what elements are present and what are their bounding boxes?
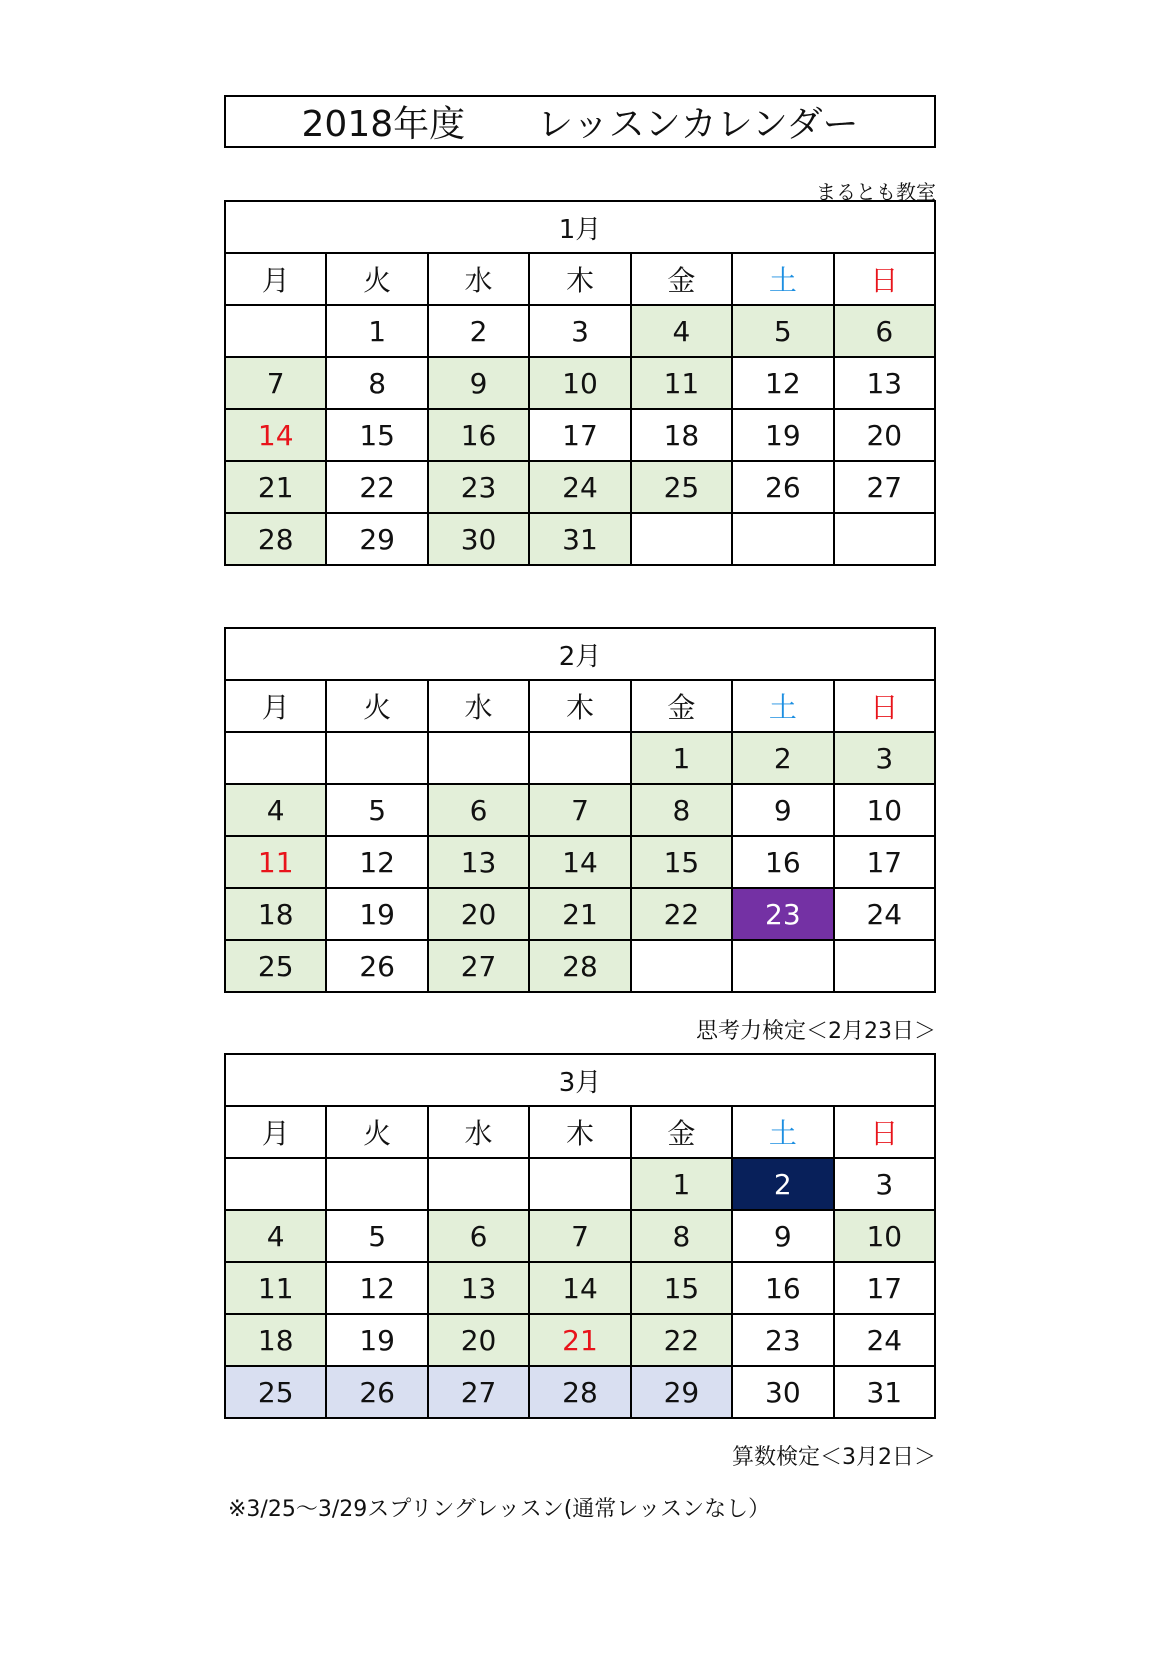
weekday-header: 木 [529, 1106, 630, 1158]
week-row [225, 940, 935, 992]
weekday-header: 木 [529, 680, 630, 732]
day-cell: 20 [428, 1314, 529, 1366]
day-cell: 15 [631, 836, 732, 888]
weekday-header: 火 [326, 253, 427, 305]
weekday-header: 水 [428, 1106, 529, 1158]
month-label: 2月 [225, 628, 935, 680]
calendar-title: レッスンカレンダー [537, 104, 859, 145]
weekday-header: 土 [732, 680, 833, 732]
day-cell: 13 [428, 1262, 529, 1314]
day-cell: 28 [529, 940, 630, 992]
year-label: 2018年度 [301, 104, 466, 145]
weekday-header: 日 [834, 1106, 935, 1158]
day-cell: 28 [529, 1366, 630, 1418]
day-cell: 9 [428, 357, 529, 409]
day-cell: 12 [326, 836, 427, 888]
calendar-february [224, 627, 936, 993]
day-cell: 29 [326, 513, 427, 565]
day-cell: 2 [428, 305, 529, 357]
day-cell: 5 [732, 305, 833, 357]
day-cell [225, 1158, 326, 1210]
day-cell [428, 732, 529, 784]
week-row [225, 888, 935, 940]
day-cell: 1 [326, 305, 427, 357]
weekday-header: 金 [631, 680, 732, 732]
calendar-march [224, 1053, 936, 1419]
day-cell: 27 [834, 461, 935, 513]
day-cell: 12 [732, 357, 833, 409]
day-cell: 30 [732, 1366, 833, 1418]
day-cell: 23 [428, 461, 529, 513]
weekday-header: 火 [326, 1106, 427, 1158]
day-cell [834, 513, 935, 565]
day-cell: 28 [225, 513, 326, 565]
week-row [225, 784, 935, 836]
day-cell: 16 [732, 836, 833, 888]
week-row [225, 1262, 935, 1314]
day-cell: 15 [631, 1262, 732, 1314]
day-cell: 17 [834, 1262, 935, 1314]
weekday-header: 木 [529, 253, 630, 305]
day-cell: 25 [631, 461, 732, 513]
weekday-header: 日 [834, 680, 935, 732]
day-cell: 25 [225, 940, 326, 992]
day-cell: 29 [631, 1366, 732, 1418]
day-cell: 1 [631, 1158, 732, 1210]
day-cell: 18 [225, 1314, 326, 1366]
day-cell: 24 [529, 461, 630, 513]
day-cell: 12 [326, 1262, 427, 1314]
february-note: 思考力検定＜2月23日＞ [696, 1019, 936, 1044]
day-cell [428, 1158, 529, 1210]
day-cell: 27 [428, 1366, 529, 1418]
weekday-header: 日 [834, 253, 935, 305]
day-cell: 31 [834, 1366, 935, 1418]
day-cell: 8 [326, 357, 427, 409]
day-cell: 9 [732, 1210, 833, 1262]
month-label: 3月 [225, 1054, 935, 1106]
day-cell: 11 [225, 836, 326, 888]
school-name: まるとも教室 [816, 180, 936, 204]
day-cell: 3 [834, 1158, 935, 1210]
week-row [225, 836, 935, 888]
day-cell [326, 1158, 427, 1210]
week-row [225, 305, 935, 357]
week-row [225, 1366, 935, 1418]
weekday-header: 土 [732, 1106, 833, 1158]
week-row [225, 461, 935, 513]
day-cell: 25 [225, 1366, 326, 1418]
day-cell [631, 940, 732, 992]
day-cell: 11 [631, 357, 732, 409]
day-cell: 21 [529, 888, 630, 940]
day-cell: 26 [326, 1366, 427, 1418]
weekday-header: 金 [631, 1106, 732, 1158]
weekday-header: 金 [631, 253, 732, 305]
weekday-header: 月 [225, 680, 326, 732]
day-cell: 16 [428, 409, 529, 461]
day-cell: 3 [529, 305, 630, 357]
day-cell: 19 [732, 409, 833, 461]
day-cell: 22 [326, 461, 427, 513]
day-cell: 7 [529, 784, 630, 836]
day-cell: 7 [529, 1210, 630, 1262]
day-cell: 13 [428, 836, 529, 888]
day-cell [326, 732, 427, 784]
weekday-header: 月 [225, 1106, 326, 1158]
week-row [225, 1314, 935, 1366]
day-cell [631, 513, 732, 565]
weekday-header: 月 [225, 253, 326, 305]
calendar-january [224, 200, 936, 566]
week-row [225, 357, 935, 409]
weekday-header: 火 [326, 680, 427, 732]
day-cell: 10 [834, 784, 935, 836]
day-cell: 21 [529, 1314, 630, 1366]
day-cell: 17 [834, 836, 935, 888]
day-cell: 9 [732, 784, 833, 836]
day-cell [225, 732, 326, 784]
day-cell: 10 [529, 357, 630, 409]
week-row [225, 513, 935, 565]
day-cell: 15 [326, 409, 427, 461]
day-cell: 21 [225, 461, 326, 513]
week-row [225, 1210, 935, 1262]
day-cell: 17 [529, 409, 630, 461]
day-cell: 7 [225, 357, 326, 409]
day-cell: 24 [834, 888, 935, 940]
day-cell: 8 [631, 1210, 732, 1262]
day-cell: 27 [428, 940, 529, 992]
day-cell: 22 [631, 1314, 732, 1366]
day-cell: 14 [225, 409, 326, 461]
day-cell: 11 [225, 1262, 326, 1314]
page-title [224, 95, 936, 148]
week-row [225, 1158, 935, 1210]
day-cell: 14 [529, 1262, 630, 1314]
day-cell: 24 [834, 1314, 935, 1366]
footer-note: ※3/25～3/29スプリングレッスン(通常レッスンなし） [228, 1497, 771, 1522]
day-cell: 30 [428, 513, 529, 565]
day-cell: 6 [428, 1210, 529, 1262]
day-cell [529, 1158, 630, 1210]
day-cell: 18 [225, 888, 326, 940]
day-cell: 4 [631, 305, 732, 357]
day-cell: 18 [631, 409, 732, 461]
day-cell: 23 [732, 888, 833, 940]
month-label: 1月 [225, 201, 935, 253]
day-cell: 16 [732, 1262, 833, 1314]
day-cell: 1 [631, 732, 732, 784]
weekday-header: 水 [428, 680, 529, 732]
day-cell: 14 [529, 836, 630, 888]
day-cell: 5 [326, 784, 427, 836]
day-cell: 2 [732, 732, 833, 784]
day-cell: 2 [732, 1158, 833, 1210]
day-cell: 31 [529, 513, 630, 565]
day-cell [834, 940, 935, 992]
day-cell: 4 [225, 784, 326, 836]
day-cell: 6 [428, 784, 529, 836]
day-cell [732, 940, 833, 992]
day-cell: 4 [225, 1210, 326, 1262]
day-cell: 13 [834, 357, 935, 409]
day-cell: 26 [326, 940, 427, 992]
day-cell: 5 [326, 1210, 427, 1262]
day-cell: 3 [834, 732, 935, 784]
week-row [225, 732, 935, 784]
week-row [225, 409, 935, 461]
day-cell: 19 [326, 888, 427, 940]
day-cell: 20 [428, 888, 529, 940]
day-cell: 23 [732, 1314, 833, 1366]
day-cell [225, 305, 326, 357]
weekday-header: 水 [428, 253, 529, 305]
day-cell: 6 [834, 305, 935, 357]
day-cell: 22 [631, 888, 732, 940]
day-cell: 20 [834, 409, 935, 461]
day-cell: 19 [326, 1314, 427, 1366]
day-cell: 26 [732, 461, 833, 513]
weekday-header: 土 [732, 253, 833, 305]
march-note: 算数検定＜3月2日＞ [732, 1445, 936, 1470]
day-cell [529, 732, 630, 784]
day-cell [732, 513, 833, 565]
day-cell: 10 [834, 1210, 935, 1262]
day-cell: 8 [631, 784, 732, 836]
